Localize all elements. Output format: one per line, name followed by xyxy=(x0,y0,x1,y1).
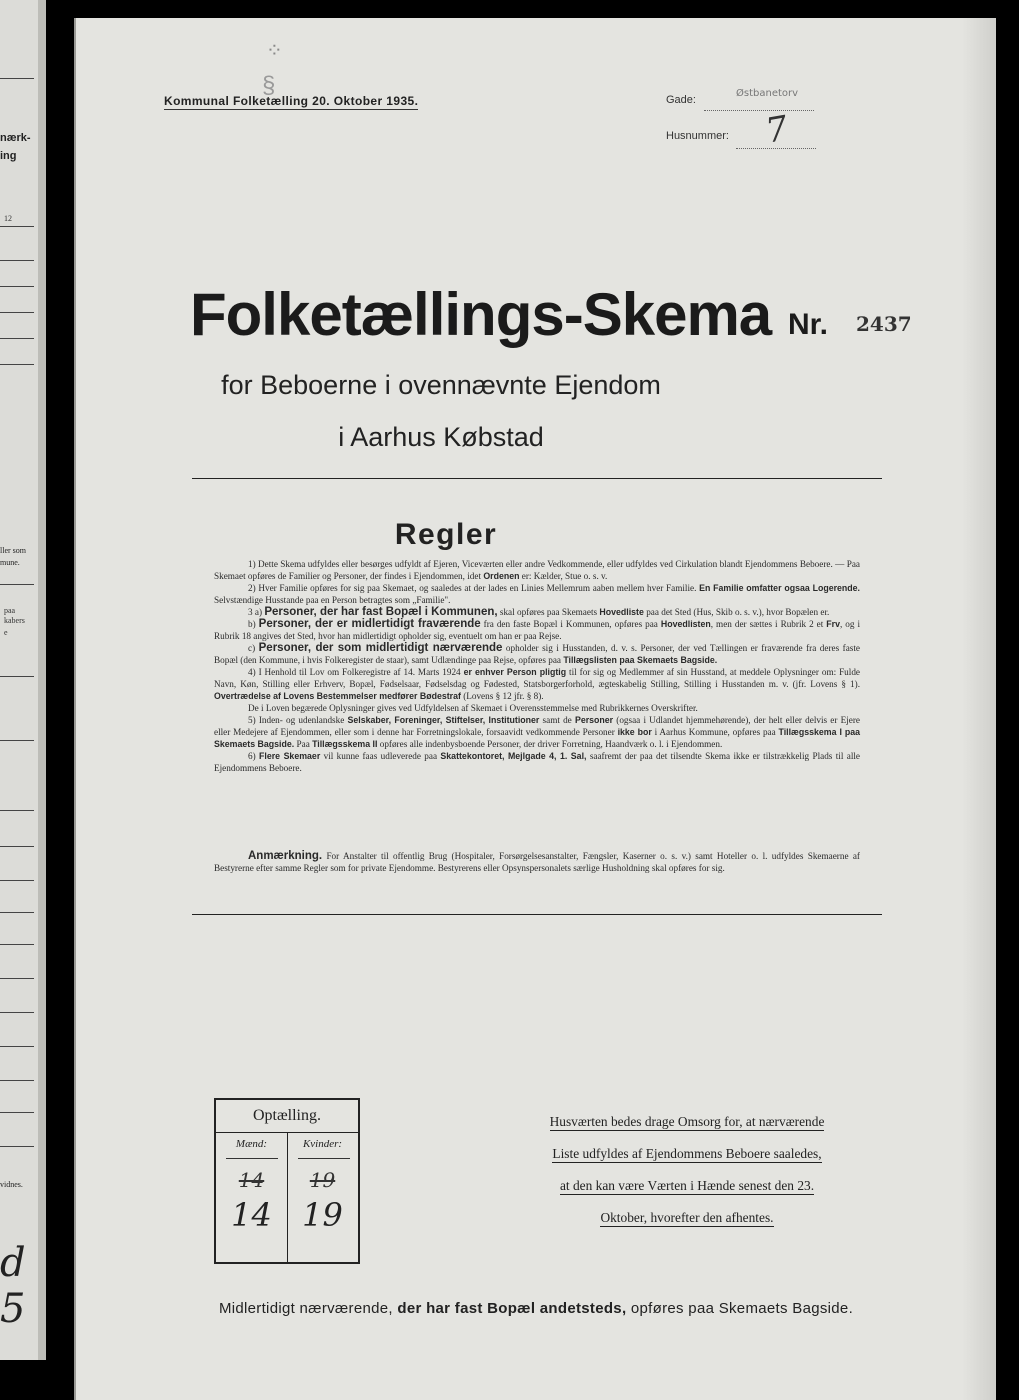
rule-2: 2) Hver Familie opføres for sig paa Skemaet, og saaledes at der lades en Linies Mellemrum aaben mellem hver Familie. En Familie omfatter ogsaa Logerende. Selvstændige Husstande paa en Person betragtes som „Familie". xyxy=(214,583,860,605)
rule-6: 6) Flere Skemaer vil kunne faas udleverede paa Skattekontoret, Mejlgade 4, 1. Sal, saafremt der paa det tilsendte Skema ikke er tilstrækkelig Plads til alle Ejendommens Beboere. xyxy=(214,751,861,773)
census-form-page xyxy=(74,18,996,1400)
house-number-label: Husnummer: xyxy=(666,130,729,142)
margin-note-2b: kabers xyxy=(4,616,25,625)
men-struck-value: 14 xyxy=(238,1168,265,1192)
house-number-line xyxy=(736,148,816,149)
margin-heading-1: nærk- xyxy=(0,132,31,144)
divider xyxy=(192,914,882,915)
women-struck-value: 19 xyxy=(309,1168,336,1192)
margin-rule xyxy=(0,1112,34,1113)
margin-note-3: vidnes. xyxy=(0,1180,23,1189)
margin-rule xyxy=(0,846,34,847)
street-stamp: Østbanetorv xyxy=(736,88,799,99)
landlord-notice xyxy=(516,1114,858,1242)
margin-rule xyxy=(0,312,34,313)
ink-smudge: ⁘ xyxy=(266,40,283,62)
margin-rule xyxy=(0,78,34,79)
rule-3c: c) Personer, der som midlertidigt nærværende opholder sig i Husstanden, d. v. s. Personer, der ved Tællingen er fraværende fra deres faste Bopæl (den Kommune, i hvis Folkeregister de staar), samt Udlændinge paa Rejse, opføres paa Tillægslisten paa Skemaets Bagside. xyxy=(214,642,861,665)
margin-rule xyxy=(0,676,34,677)
margin-rule xyxy=(0,880,34,881)
notice-line-4: Oktober, hvorefter den afhentes. xyxy=(600,1210,774,1225)
footer-note: Midlertidigt nærværende, der har fast Bopæl andetsteds, opføres paa Skemaets Bagside. xyxy=(218,1300,854,1317)
rule-4: 4) I Henhold til Lov om Folkeregistre af 14. Marts 1924 er enhver Person pligtig til for sig og Medlemmer af sin Husstand, at meddele Oplysninger om: Fulde Navn, Køn, Stilling eller Erhverv, Bopæl, Fødselsaar, Fødselsdag og Fødested, Statsborgerforhold, ægteskabelig Stilling, Stilling i Husstanden m. v. (jfr. Lovens § 1). Overtrædelse af Lovens Bestemmelser medfører Bødestraf (Lovens § 12 jfr. § 8). xyxy=(214,667,860,701)
remark-text xyxy=(214,850,860,874)
divider xyxy=(192,478,882,479)
rule-3b: b) Personer, der er midlertidigt fraværende fra den faste Bopæl i Kommunen, opføres paa Hovedlisten, men der sættes i Rubrik 2 et Frv, og i Rubrik 18 angives det Sted, hvor han midlertidigt opholder sig, eventuelt om han er paa Rejse. xyxy=(214,618,861,641)
margin-rule xyxy=(0,260,34,261)
margin-number: 12 xyxy=(4,214,12,223)
rule-4-cont: De i Loven begærede Oplysninger gives ved Udfyldelsen af Skemaet i Overensstemmelse med Rubrikkernes Overskrifter. xyxy=(248,703,698,713)
margin-rule xyxy=(0,740,34,741)
count-box xyxy=(214,1098,360,1264)
margin-note-2c: e xyxy=(4,628,8,637)
margin-handwriting: d 5 xyxy=(0,1240,26,1332)
rule-1: 1) Dette Skema udfyldes eller besørges udfyldt af Ejeren, Viceværten eller andre Vedkommende, eller udfyldes ved Cirkulation blandt Ejendommens Beboere. — Paa Skemaet opføres de Familier og Personer, der findes i Ejendommen, idet Ordenen er: Kælder, Stue o. s. v. xyxy=(214,559,860,581)
margin-rule xyxy=(0,1080,34,1081)
form-number-label: Nr. xyxy=(788,308,829,341)
census-label: Kommunal Folketælling 20. Oktober 1935. xyxy=(164,94,419,108)
notice-line-3: at den kan være Værten i Hænde senest den 23. xyxy=(559,1178,815,1193)
margin-rule xyxy=(0,226,34,227)
margin-note-2a: paa xyxy=(4,606,16,615)
women-count: 19 xyxy=(302,1196,343,1234)
rule-5: 5) Inden- og udenlandske Selskaber, Foreninger, Stiftelser, Institutioner samt de Personer (ogsaa i Udlandet hjemmehørende), der helt eller delvis er Ejere eller Medejere af Ejendommen, eller som i denne har Forretningslokale, forsaavidt vedkommende Personer ikke bor i Aarhus Kommune, opføres paa Tillægsskema I paa Skemaets Bagside. Paa Tillægsskema II opføres alle indenbysboende Personer, der driver Forretning, Haandværk o. l. i Ejendommen. xyxy=(214,715,860,749)
margin-rule xyxy=(0,584,34,585)
rules-heading: Regler xyxy=(394,518,498,551)
women-label: Kvinder: xyxy=(302,1138,343,1150)
margin-rule xyxy=(0,338,34,339)
margin-heading-2: ing xyxy=(0,150,17,162)
ink-smudge: § xyxy=(262,72,276,99)
form-subtitle-2: i Aarhus Købstad xyxy=(338,422,544,452)
notice-line-1: Husværten bedes drage Omsorg for, at nærværende xyxy=(549,1114,825,1129)
form-subtitle-1: for Beboerne i ovennævnte Ejendom xyxy=(221,370,661,400)
margin-rule xyxy=(0,810,34,811)
house-number-handwritten: 7 xyxy=(762,108,791,152)
page-shadow xyxy=(962,18,996,1400)
margin-rule xyxy=(0,1046,34,1047)
count-box-title: Optælling. xyxy=(216,1100,358,1133)
margin-note-1a: ller som xyxy=(0,546,26,555)
margin-rule xyxy=(0,978,34,979)
previous-page-margin xyxy=(0,0,46,1360)
form-title: Folketællings-Skema xyxy=(190,281,772,348)
rules-text xyxy=(214,558,860,774)
margin-note-1b: mune. xyxy=(0,558,20,567)
margin-rule xyxy=(0,286,34,287)
margin-rule xyxy=(0,1146,34,1147)
rule-3a: 3 a) Personer, der har fast Bopæl i Kommunen, skal opføres paa Skemaets Hovedliste paa det Sted (Hus, Skib o. s. v.), hvor Bopælen er. xyxy=(248,606,830,618)
men-count: 14 xyxy=(231,1196,272,1234)
margin-rule xyxy=(0,364,34,365)
street-line xyxy=(704,110,814,111)
form-number-stamp: 2437 xyxy=(856,312,912,336)
page-edge xyxy=(38,0,46,1360)
men-line xyxy=(226,1158,278,1159)
margin-rule xyxy=(0,1012,34,1013)
street-label: Gade: xyxy=(666,94,696,106)
margin-rule xyxy=(0,944,34,945)
men-label: Mænd: xyxy=(235,1138,268,1150)
remark-body: For Anstalter til offentlig Brug (Hospitaler, Forsørgelsesanstalter, Fængsler, Kaserner o. s. v.) samt Hoteller o. l. udfyldes Skemaerne af Bestyrerne efter samme Regler som for private Ejendomme. Bestyrerens eller Opsynspersonalets særlige Husholdning skal opføres for sig. xyxy=(214,851,860,873)
margin-rule xyxy=(0,912,34,913)
remark-label: Anmærkning. xyxy=(248,850,323,862)
women-line xyxy=(298,1158,350,1159)
notice-line-2: Liste udfyldes af Ejendommens Beboere saaledes, xyxy=(552,1146,822,1161)
